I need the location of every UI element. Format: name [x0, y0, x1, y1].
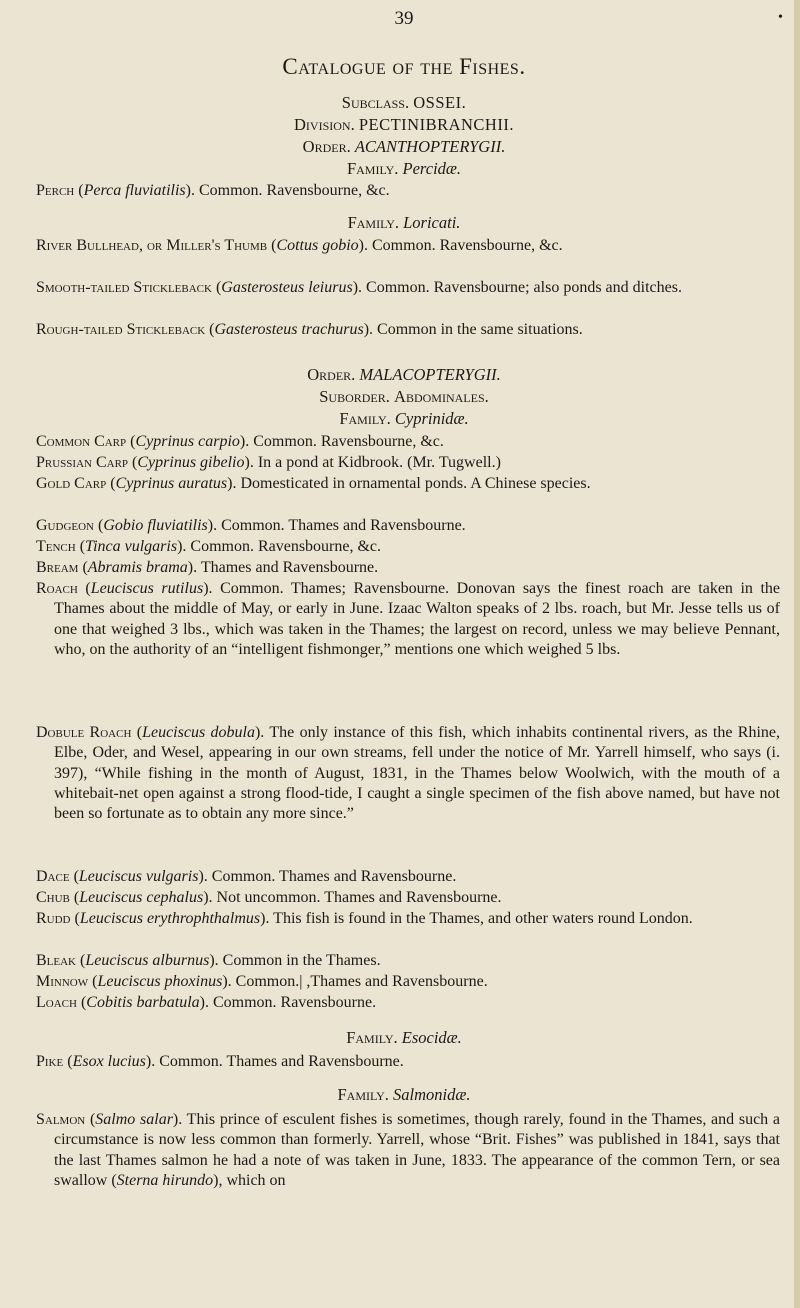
species-name: Tench [36, 538, 76, 555]
order-label-2: Order. [307, 365, 356, 384]
species-name: River Bullhead, or Miller's Thumb [36, 237, 268, 254]
page-edge [794, 0, 800, 1308]
species-name: Loach [36, 994, 77, 1011]
entry-tench: Tench (Tinca vulgaris). Common. Ravensbourne, &c. [36, 538, 382, 555]
entry-roach: Roach (Leuciscus rutilus). Common. Thames; Ravensbourne. Donovan says the finest roach are taken in the Thames about the middle of May, or early in June. Izaac Walton speaks of 2 lbs. roach, but Mr. Jesse tells us of one that weighed 3 lbs., which was taken in the Thames; the largest on record, unless we may believe Pennant, who, on the authority of an “intelligent fishmonger,” mentions one which weighed 5 lbs. [36, 580, 781, 658]
species-name: Common Carp [36, 433, 127, 450]
family-label: Family. [347, 213, 399, 232]
species-latin: Leuciscus vulgaris [78, 868, 199, 885]
entry-dobule-roach: Dobule Roach (Leuciscus dobula). The only instance of this fish, which inhabits continental rivers, as the Rhine, Elbe, Oder, and Wesel, appearing in our own streams, fell under the notice of Mr. Yarrell himself, who says (i. 397), “While fishing in the month of August, 1831, in the Thames below Woolwich, with the mouth of a whitebait-net open against a strong flood-tide, I caught a single specimen of the fish above named, but have not been so fortunate as to obtain any more since.” [36, 724, 781, 823]
family-heading-salmonidae [24, 1085, 784, 1105]
species-text: . Thames and Ravensbourne. [193, 559, 379, 576]
species-name: Chub [36, 889, 70, 906]
entry-bleak: Bleak (Leuciscus alburnus). Common in the Thames. [36, 952, 381, 969]
family-label: Family. [339, 409, 391, 428]
species-latin: Leuciscus erythrophthalmus [79, 910, 261, 927]
species-latin: Leuciscus dobula [142, 724, 255, 741]
species-latin-2: Sterna hirundo [116, 1171, 214, 1189]
species-text: . The only instance of this fish, which inhabits continental rivers, as the Rhine, Elbe, Oder, and Wesel, appearing in our own streams, fell under the notice of Mr. Yarrell himself, who says (i. 397), “While fishing in the month of August, 1831, in the Thames below Woolwich, with the mouth of a whitebait-net open against a strong flood-tide, I caught a single specimen of the fish above named, but have not been so fortunate as to obtain any more since.” [54, 724, 781, 823]
document-page [24, 0, 784, 1308]
species-name: Minnow [36, 973, 89, 990]
species-latin: Cyprinus carpio [135, 433, 240, 450]
species-text: . Common in the same situations. [369, 321, 583, 338]
species-text: . Common.| ,Thames and Ravensbourne. [227, 973, 488, 990]
subclass-label: Subclass. [341, 93, 410, 112]
species-latin: Cottus gobio [276, 237, 359, 254]
family-name: Salmonidæ. [393, 1085, 471, 1104]
species-text: . Not uncommon. Thames and Ravensbourne. [208, 889, 502, 906]
species-name: Roach [36, 580, 78, 597]
species-latin: Leuciscus phoxinus [97, 973, 223, 990]
page-title: Catalogue of the Fishes. [282, 54, 526, 79]
order-name-2: MALACOPTERYGII. [359, 365, 501, 384]
suborder-heading [24, 386, 784, 407]
family-heading-percidae [24, 158, 784, 179]
family-name: Cyprinidæ. [394, 409, 469, 428]
entry-pike: Pike (Esox lucius). Common. Thames and Ravensbourne. [36, 1053, 404, 1070]
family-name: Loricati. [403, 213, 461, 232]
entry-rudd: Rudd (Leuciscus erythrophthalmus). This fish is found in the Thames, and other waters round London. [36, 910, 693, 927]
species-latin: Leuciscus cephalus [79, 889, 204, 906]
species-text: . Common. Ravensbourne. [204, 994, 377, 1011]
entry-minnow: Minnow (Leuciscus phoxinus). Common.| ,Thames and Ravensbourne. [36, 973, 488, 990]
entry-salmon: Salmon (Salmo salar). This prince of esculent fishes is sometimes, though rarely, found in the Thames, and such a circumstance is now less common than formerly. Yarrell, whose “Brit. Fishes” was published in 1841, says that the last Thames salmon he had a note of was taken in June, 1833. The appearance of the common Tern, or sea swallow (Sterna hirundo), which on [36, 1111, 781, 1189]
page-number: 39 [394, 8, 414, 29]
species-name: Rough-tailed Stickleback [36, 321, 206, 338]
edge-mark: • [778, 10, 783, 25]
subclass-name: OSSEI. [413, 93, 467, 112]
entry-prussian-carp: Prussian Carp (Cyprinus gibelio). In a pond at Kidbrook. (Mr. Tugwell.) [36, 454, 501, 471]
species-name: Pike [36, 1053, 64, 1070]
species-latin: Gasterosteus trachurus [214, 321, 364, 338]
suborder-name: Abdominales. [394, 387, 489, 406]
entry-bream: Bream (Abramis brama). Thames and Ravensbourne. [36, 559, 379, 576]
species-text: . Common. Thames and Ravensbourne. [151, 1053, 404, 1070]
order-heading-1 [24, 136, 784, 157]
species-name: Bream [36, 559, 79, 576]
species-latin: Leuciscus alburnus [85, 952, 210, 969]
species-name: Gudgeon [36, 517, 94, 534]
species-text: . This fish is found in the Thames, and other waters round London. [265, 910, 693, 927]
entry-bullhead: River Bullhead, or Miller's Thumb (Cottus gobio). Common. Ravensbourne, &c. [36, 237, 563, 254]
species-latin: Gasterosteus leiurus [221, 279, 353, 296]
family-name: Esocidæ. [401, 1028, 462, 1047]
species-text: . Common. Thames; Ravensbourne. Donovan says the finest roach are taken in the Thames about the middle of May, or early in June. Izaac Walton speaks of 2 lbs. roach, but Mr. Jesse tells us of one that weighed 3 lbs., which was taken in the Thames; the largest on record, unless we may believe Pennant, who, on the authority of an “intelligent fishmonger,” mentions one which weighed 5 lbs. [54, 580, 781, 658]
division-name: PECTINIBRANCHII. [358, 115, 514, 134]
species-latin: Abramis brama [87, 559, 188, 576]
division-label: Division. [294, 115, 355, 134]
species-name: Gold Carp [36, 475, 107, 492]
species-latin: Cobitis barbatula [86, 994, 200, 1011]
species-text: . Common. Ravensbourne, &c. [245, 433, 444, 450]
entry-common-carp: Common Carp (Cyprinus carpio). Common. Ravensbourne, &c. [36, 433, 444, 450]
species-name: Smooth-tailed Stickleback [36, 279, 212, 296]
species-text: . Domesticated in ornamental ponds. A Chinese species. [232, 475, 591, 492]
family-heading-cyprinidae [24, 408, 784, 429]
species-text: . This prince of esculent fishes is sometimes, though rarely, found in the Thames, and such a circumstance is now less common than formerly. Yarrell, whose “Brit. Fishes” was published in 1841, says that the last Thames salmon he had a note of was taken in June, 1833. The appearance of the common Tern, or sea swallow ( [54, 1111, 781, 1189]
species-name: Dace [36, 868, 70, 885]
species-text: . Common. Ravensbourne, &c. [182, 538, 382, 555]
species-text: . Common. Ravensbourne, &c. [190, 182, 390, 199]
order-label-1: Order. [302, 137, 351, 156]
family-label: Family. [346, 1028, 398, 1047]
entry-rough-stickleback: Rough-tailed Stickleback (Gasterosteus trachurus). Common in the same situations. [36, 321, 583, 338]
species-latin: Leuciscus rutilus [90, 580, 204, 597]
species-name: Perch [36, 182, 75, 199]
family-heading-loricati [24, 213, 784, 233]
species-text: . Common. Ravensbourne; also ponds and ditches. [358, 279, 682, 296]
species-name: Bleak [36, 952, 76, 969]
entry-gold-carp: Gold Carp (Cyprinus auratus). Domesticated in ornamental ponds. A Chinese species. [36, 475, 591, 492]
species-text: . In a pond at Kidbrook. (Mr. Tugwell.) [249, 454, 501, 471]
species-latin: Cyprinus gibelio [137, 454, 245, 471]
family-name: Percidæ. [402, 159, 462, 178]
species-latin: Cyprinus auratus [115, 475, 228, 492]
species-latin: Esox lucius [72, 1053, 146, 1070]
species-name: Prussian Carp [36, 454, 129, 471]
order-heading-2 [24, 364, 784, 385]
entry-smooth-stickleback: Smooth-tailed Stickleback (Gasterosteus leiurus). Common. Ravensbourne; also ponds and ditches. [36, 279, 682, 296]
species-name: Rudd [36, 910, 71, 927]
family-heading-esocidae [24, 1028, 784, 1048]
species-text: . Common. Thames and Ravensbourne. [203, 868, 457, 885]
entry-gudgeon: Gudgeon (Gobio fluviatilis). Common. Thames and Ravensbourne. [36, 517, 466, 534]
entry-dace: Dace (Leuciscus vulgaris). Common. Thames and Ravensbourne. [36, 868, 457, 885]
order-name-1: ACANTHOPTERYGII. [354, 137, 506, 156]
suborder-label: Suborder. [319, 387, 390, 406]
family-label: Family. [337, 1085, 389, 1104]
entry-perch: Perch (Perca fluviatilis). Common. Ravensbourne, &c. [36, 182, 390, 199]
subclass-heading [24, 92, 784, 113]
species-text: . Common. Ravensbourne, &c. [364, 237, 563, 254]
species-latin: Gobio fluviatilis [103, 517, 208, 534]
species-text: . Common. Thames and Ravensbourne. [213, 517, 466, 534]
species-text: . Common in the Thames. [214, 952, 381, 969]
species-latin: Perca fluviatilis [83, 182, 186, 199]
entry-chub: Chub (Leuciscus cephalus). Not uncommon. Thames and Ravensbourne. [36, 889, 502, 906]
entry-loach: Loach (Cobitis barbatula). Common. Ravensbourne. [36, 994, 377, 1011]
species-text-2: ), which on [213, 1171, 286, 1189]
species-latin: Salmo salar [95, 1111, 173, 1128]
division-heading [24, 114, 784, 135]
species-latin: Tinca vulgaris [85, 538, 178, 555]
species-name: Salmon [36, 1111, 86, 1128]
family-label: Family. [346, 159, 399, 178]
species-name: Dobule Roach [36, 724, 132, 741]
